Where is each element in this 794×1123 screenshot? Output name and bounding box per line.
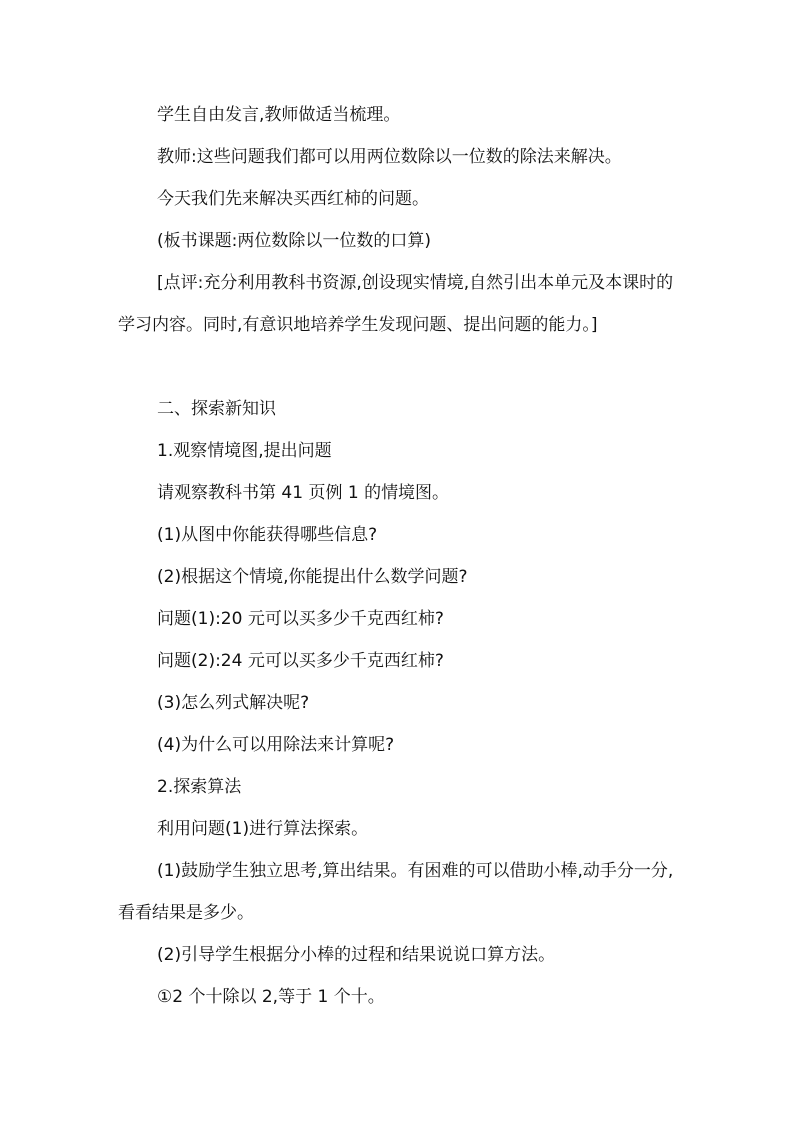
paragraph-12: 问题(2):24 元可以买多少千克西红柿? bbox=[157, 651, 444, 671]
paragraph-8: 请观察教科书第 41 页例 1 的情境图。 bbox=[157, 483, 450, 503]
paragraph-5: [点评:充分利用教科书资源,创设现实情境,自然引出本单元及本课时的学习内容。同时,有意识地培养学生发现问题、提出问题的能力。] bbox=[118, 273, 674, 335]
paragraph-14: (4)为什么可以用除法来计算呢? bbox=[157, 735, 395, 755]
section-heading-explore: 二、探索新知识 bbox=[157, 399, 276, 419]
paragraph-18: (2)引导学生根据分小棒的过程和结果说说口算方法。 bbox=[157, 945, 556, 965]
paragraph-11: 问题(1):20 元可以买多少千克西红柿? bbox=[157, 609, 444, 629]
subheading-observe: 1.观察情境图,提出问题 bbox=[157, 441, 332, 461]
subheading-algorithm: 2.探索算法 bbox=[157, 777, 242, 797]
paragraph-4: (板书课题:两位数除以一位数的口算) bbox=[157, 231, 431, 251]
paragraph-17: (1)鼓励学生独立思考,算出结果。有困难的可以借助小棒,动手分一分,看看结果是多少。 bbox=[118, 861, 674, 923]
paragraph-1: 学生自由发言,教师做适当梳理。 bbox=[157, 105, 401, 125]
paragraph-10: (2)根据这个情境,你能提出什么数学问题? bbox=[157, 567, 468, 587]
paragraph-9: (1)从图中你能获得哪些信息? bbox=[157, 525, 378, 545]
paragraph-16: 利用问题(1)进行算法探索。 bbox=[157, 819, 369, 839]
paragraph-3: 今天我们先来解决买西红柿的问题。 bbox=[157, 189, 429, 209]
paragraph-2: 教师:这些问题我们都可以用两位数除以一位数的除法来解决。 bbox=[157, 147, 622, 167]
paragraph-13: (3)怎么列式解决呢? bbox=[157, 693, 310, 713]
paragraph-19: ①2 个十除以 2,等于 1 个十。 bbox=[157, 987, 385, 1007]
